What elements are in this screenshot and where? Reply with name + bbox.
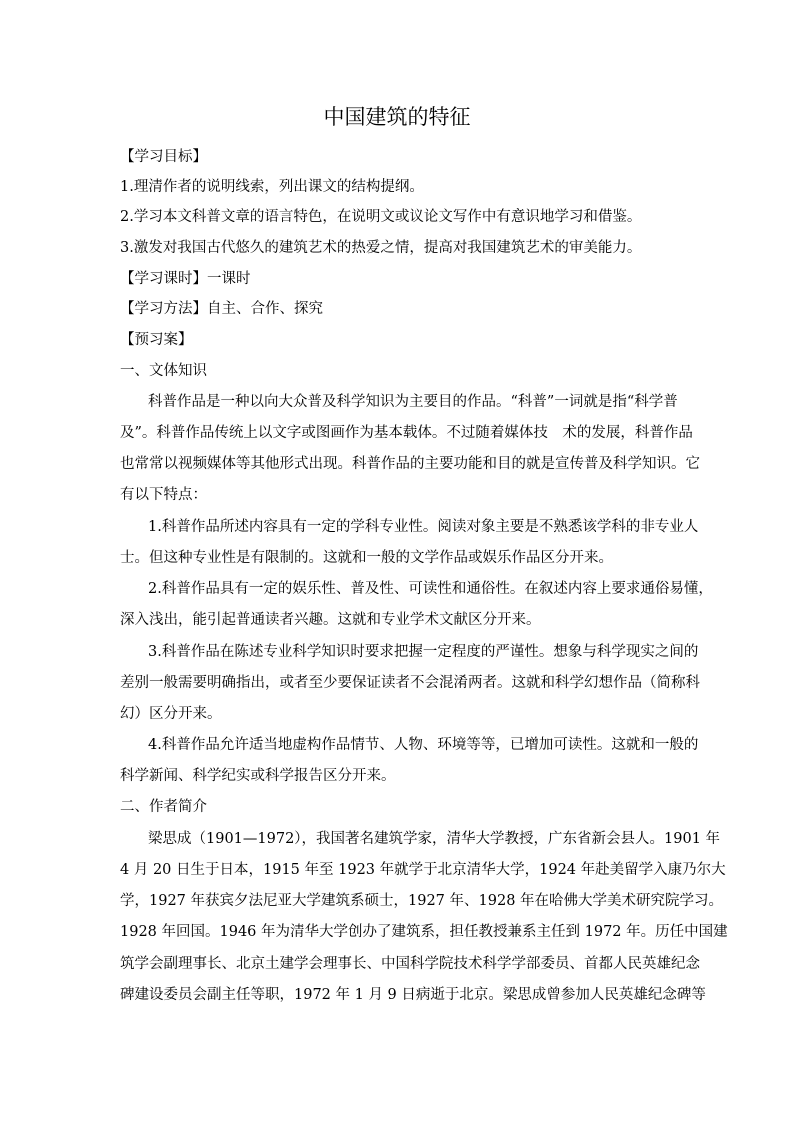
section-heading-methods: 【学习方法】自主、合作、探究 [120, 301, 323, 317]
feature-2-line: 2.科普作品具有一定的娱乐性、普及性、可读性和通俗性。在叙述内容上要求通俗易懂， [148, 581, 713, 597]
paragraph-line: 有以下特点： [120, 487, 207, 503]
objective-3: 3.激发对我国古代悠久的建筑艺术的热爱之情，提高对我国建筑艺术的审美能力。 [120, 240, 642, 256]
feature-3-line: 3.科普作品在陈述专业科学知识时要求把握一定程度的严谨性。想象与科学现实之间的 [148, 644, 699, 660]
subsection-heading-author: 二、作者简介 [120, 799, 207, 815]
paragraph-line: 及”。科普作品传统上以文字或图画作为基本载体。不过随着媒体技 术的发展，科普作品 [120, 425, 693, 441]
feature-4-line: 4.科普作品允许适当地虚构作品情节、人物、环境等等，已增加可读性。这就和一般的 [148, 737, 699, 753]
author-bio-line: 碑建设委员会副主任等职，1972 年 1 月 9 日病逝于北京。梁思成曾参加人民英雄纪念碑等 [120, 987, 706, 1003]
paragraph-line: 科普作品是一种以向大众普及科学知识为主要目的作品。“科普”一词就是指“科学普 [148, 394, 678, 410]
feature-3-line: 差别一般需要明确指出，或者至少要保证读者不会混淆两者。这就和科学幻想作品（简称科 [120, 675, 700, 691]
section-heading-class-hours: 【学习课时】一课时 [120, 271, 251, 287]
author-bio-line: 学，1927 年获宾夕法尼亚大学建筑系硕士，1927 年、1928 年在哈佛大学美术研究院学习。 [120, 893, 724, 909]
author-bio-line: 梁思成（1901—1972），我国著名建筑学家，清华大学教授，广东省新会县人。1901 年 [148, 831, 721, 847]
paragraph-line: 也常常以视频媒体等其他形式出现。科普作品的主要功能和目的就是宣传普及科学知识。它 [120, 456, 700, 472]
feature-2-line: 深入浅出，能引起普通读者兴趣。这就和专业学术文献区分开来。 [120, 612, 541, 628]
section-heading-preview: 【预习案】 [120, 332, 193, 348]
document-title: 中国建筑的特征 [323, 105, 471, 129]
feature-1-line: 士。但这种专业性是有限制的。这就和一般的文学作品或娱乐作品区分开来。 [120, 550, 613, 566]
objective-1: 1.理清作者的说明线索，列出课文的结构提纲。 [120, 179, 424, 195]
author-bio-line: 1928 年回国。1946 年为清华大学创办了建筑系，担任教授兼系主任到 1972 年。历任中国建 [120, 924, 728, 940]
author-bio-line: 4 月 20 日生于日本，1915 年至 1923 年就学于北京清华大学，1924 年赴美留学入康乃尔大 [120, 862, 726, 878]
author-bio-line: 筑学会副理事长、北京土建学会理事长、中国科学院技术科学学部委员、首都人民英雄纪念 [120, 956, 700, 972]
section-heading-objectives: 【学习目标】 [120, 149, 207, 165]
feature-1-line: 1.科普作品所述内容具有一定的学科专业性。阅读对象主要是不熟悉该学科的非专业人 [148, 519, 699, 535]
feature-4-line: 科学新闻、科学纪实或科学报告区分开来。 [120, 768, 396, 784]
objective-2: 2.学习本文科普文章的语言特色，在说明文或议论文写作中有意识地学习和借鉴。 [120, 209, 642, 225]
feature-3-line: 幻）区分开来。 [120, 706, 222, 722]
subsection-heading-genre: 一、文体知识 [120, 363, 207, 379]
